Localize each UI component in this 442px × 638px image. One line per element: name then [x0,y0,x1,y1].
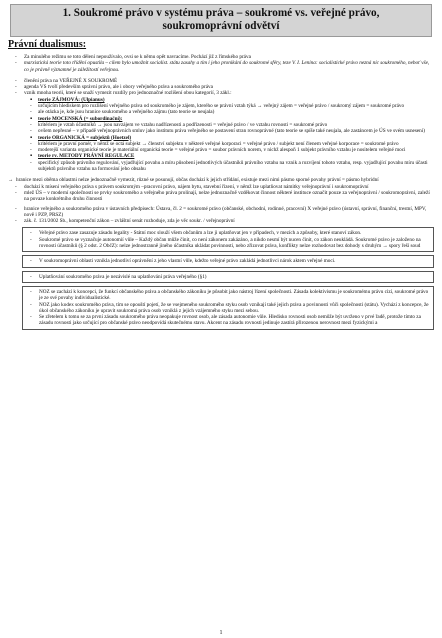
document-title [10,4,432,37]
theory-heading: ▪ teorie rv. METODY PRÁVNÍ REGULACE [8,153,434,159]
box-item: - NOZ jako kodex soukromého práva, tím se opouští pojetí, že se vsejmeného soukromého styku osob vznikají také jejich práva a povinnosti vůči společnosti (státu). Vychází z koncepce, že úkol občanského zákoníku je upravit soukromá práva osob vzniklá z jejich vzájemného styku mezi sebou. [23,302,430,315]
list-item: - dochází k mísení veřejného práva s právem soukromým –pracovní právo, nájem bytu, stavební řízení, v němž lze uplatňovat námitky veřejnoprávní i soukromoprávní [8,184,434,190]
theory-heading: ▪ teorie ORGANICKÁ = subjektů (Hoetzel) [8,135,434,141]
principles-box [22,227,434,252]
theory-item: - ovšem nepřesné – v případě veřejnoprávních smluv jako institutu práva veřejného se postavení stran rovnoprávné (tato teorie se spíše také neujala, ale zastáncem je ÚS ve svém usnesení) [8,128,434,134]
theory-item: - moderejší varianta organické teorie je materiální organická teorie = veřejné právo = soubor právních norem, v nichž alespoň 1 subjekt právního vztahu je nositelem veřejné moci [8,147,434,153]
independence-box [22,271,434,283]
theory-item: - specifický způsob právního regulování, vyjadřující povahu a míru působení jednotlivých účastníků právního vztahu na vznik a rozvíjení tohoto vztahu, resp. vyjadřující povahu míru účasti subjektů právního vztahu na formování jeho obsahu [8,160,434,173]
rights-origin-box [22,255,434,267]
list-item: - mlež ÚS – v moderní společnosti se prvky soukromého a veřejného práva prolínají, nelze jednoznačně vzděkovat činnost některé instituce označit pouze za veřejnoprávní / soukromoprávní, zaleží na povaze konkrétního druhu činnosti [8,190,434,203]
theories-list [8,97,434,173]
list-item: - agenda VS tvoří především správní právo, ale i obory veřejného práva a soukromého práva [8,84,434,90]
theory-item: - kritériem je vztah účastníků → jsou navzájem ve vztahu nadřízenosti a podřízenosti = veřejné právo / ve vztahu rovnosti = soukromé právo [8,122,434,128]
page-number: 1 [219,630,223,636]
theory-heading: ▪ teorie MOCENSKÁ (= subordinační): [8,116,434,122]
box-item: - Uplatňování soukromého práva je nezávislé na uplatňování práva veřejného (§1) [23,274,430,280]
list-item: - zák. č. 131/2002 Sb., kompetenční zákon – zvláštní senát rozhoduje, zda je věc soukr. / veřejnoprávní [8,218,434,224]
list-item: - vznik mnoha teorií, které se snaží vymezit rozdíly pro jednoznačné rozlišení obou kategorií, 3 zákl.: [8,90,434,96]
arrow-item: → hranice mezi oběma oblastmi nelze jednoznačně vymezit, různé se posunují, občas dochází k jejich střídání, existuje mezi nimi pásmo sporné povahy právní = pásmo hybridní [8,177,434,183]
theory-item: - kritériem je pravní pomér, v němž se octá subjekt → členství subjektu v některé veřejné korporaci = veřejné právo / subjekt není členem veřejné korporace = soukromé právo [8,141,434,147]
title-line-1: 1. Soukromé právo v systému práva – soukromé vs. veřejné právo, [62,7,380,19]
box-item: - Soukromé právo se vyznačuje autonomií vůle – Každý občan může činit, co není zákonem zakázáno, a nikdo nesmí být nucen činit, co zákon neukládá. Soukromé právo je založeno na rovnosti účastníků (§ 2 odst. 2 ObčZ): nelze jednostranně jiného účastníka ukládat povinnosti, nebo zřizovat práva, konflikty nelze rozhodovat bez dohody s druhým → spory řeší soud [23,237,430,250]
intro-item: - Za minulého režimu se toto dělení nepoužívalo, ovsi se k němu opět navracíme. Pochází již z římského práva [8,54,434,60]
main-list [8,78,434,97]
box-item: - Veřejné právo zase zasazuje zásadu legality - Státní moc slouží všem občanům a lze ji uplatňovat jen v případech, v mezích a způsoby, které stanoví zákon. [23,230,430,236]
list-item: - členění práva na VEŘEJNÉ X SOUKROMÉ [8,78,434,84]
document-body [8,54,434,330]
section-heading: Právní dualismus: [8,39,87,50]
theory-item: - určujícím hlediskem pro rozlišení veřejného práva od soukromého je zájem, kterého se právní vztah týká → veřejný zájem = veřejné právo / soukromý zájem = soukromé právo [8,103,434,109]
intro-list [8,54,434,73]
list-item: - hranice veřejného a soukromého práva v ústavních předpisech: Ústava, čl. 2 = soukromé právo (občanské, obchodní, rodinné, pracovní) X veřejné právo (ústavní, správní, finanční, trestní, MPV, nově i PZP, PRSZ) [8,206,434,219]
box-item: - V soukromoprávní oblasti vznikla jednotliví oprávnění z jeho vlastní vůle, kdežto veřejné právo zakládá jednotlivci nárok aktem veřejné moci. [23,258,430,264]
noz-box [22,286,434,330]
theory-item: - ale otázka je, kde jsou hranice soukromého a veřejného zájmu (tato teorie se neujala) [8,109,434,115]
intro-item: - marxistická teorie toto třídění opustila – cílem bylo umožnit socialist. státu zasahy a tím i jeho pronikání do soukromé sféry, teze V. I. Lenina: socialistické právo nezná nic soukromého, neboť vše, co je právně významné je záležitostí veřejnou. [8,60,434,73]
theory-heading: ▪ teorie ZÁJMOVÁ: (Ulpianus) [8,97,434,103]
hybrid-list [8,177,434,224]
box-item: - NOZ se zachází k koncepci, že funkcí občanského práva a občanského zákoníku je působit jako nástroj řízení společnosti. Zásada kolektivismu je soukromému právu cizí, soukromé právo je ze své povahy individualistické. [23,289,430,302]
box-item: - Se zřetelem k tomu se za první zásadu soukromého práva neopakuje rovnost osob, ale zásada autonomie vůle. Hledisko rovnosti osob nemůže být uvrženo v prvé řadě, protože tímto za zásadu rovnosti jako určující pro občanské právo neodpovídá skutečnému stavu. Akcent na zásadu rovnosti jedinuje zastírá přirozenou nerovnost mezi fyzickými a [23,314,430,327]
title-line-2: soukromoprávní odvětví [162,20,280,32]
